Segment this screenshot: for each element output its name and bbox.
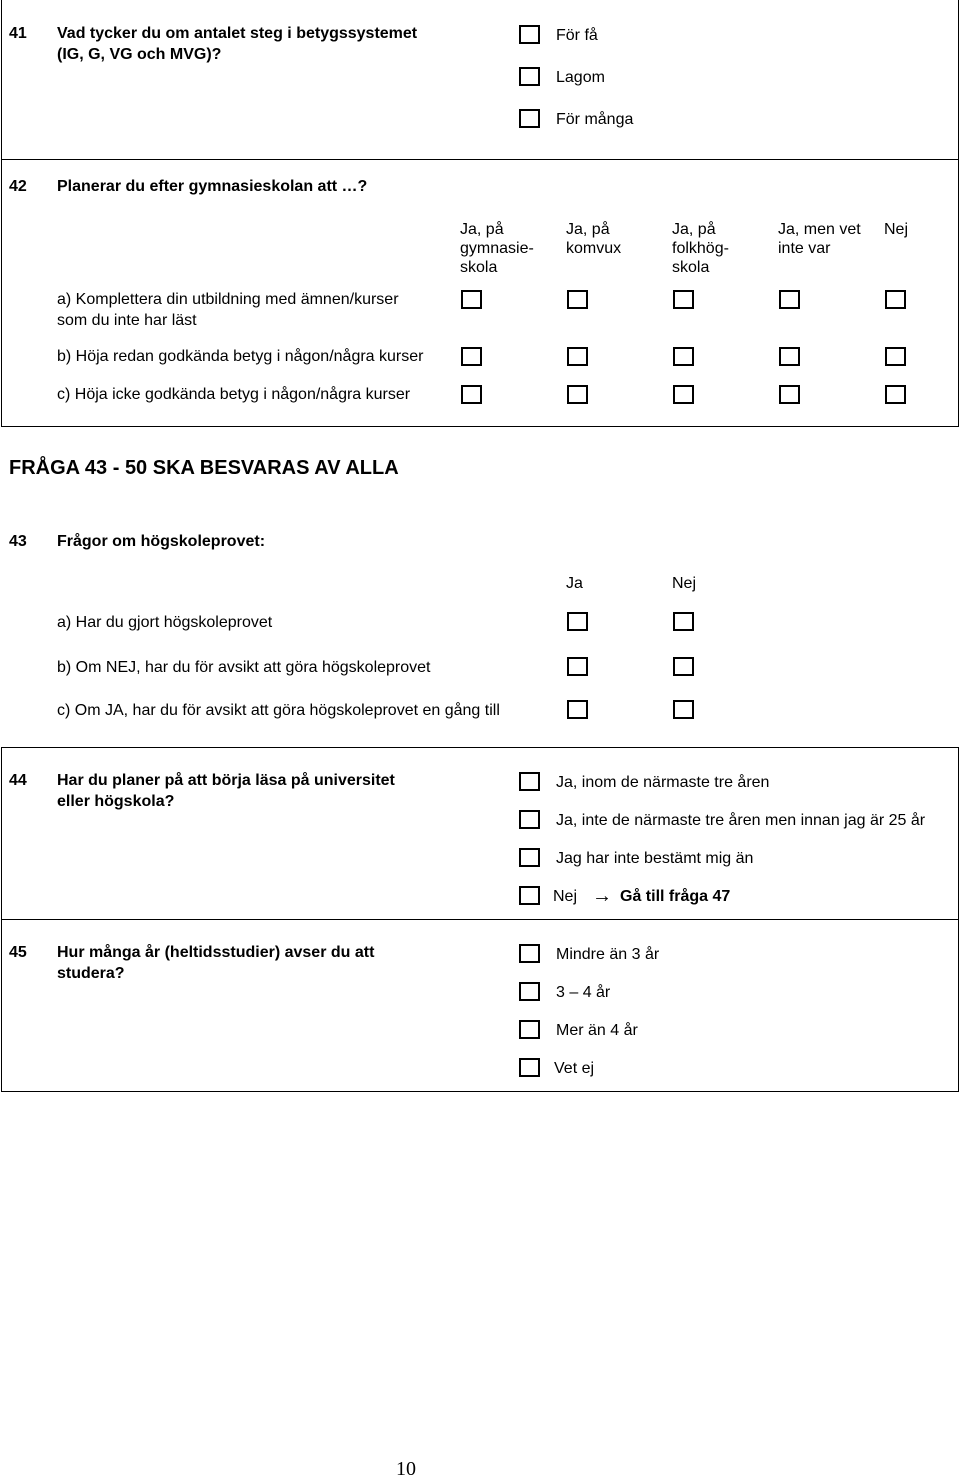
page-number: 10 <box>396 1458 416 1480</box>
q44-checkbox-inte-bestamt[interactable] <box>519 848 540 867</box>
q45-checkbox-vet-ej[interactable] <box>519 1058 540 1077</box>
q41-option-lagom: Lagom <box>556 69 605 86</box>
q42-column-nej: Nej <box>884 221 909 238</box>
q44-option-innan-25: Ja, inte de närmaste tre åren men innan jag är 25 år <box>556 812 926 829</box>
q42-column-folkhogskola: Ja, på folkhög- skola <box>672 221 729 276</box>
q42-column-ja-men-vet-inte-var: Ja, men vet inte var <box>778 221 861 257</box>
q44-option-inte-bestamt: Jag har inte bestämt mig än <box>556 850 754 867</box>
q42-a-checkbox-vet-inte-var[interactable] <box>779 290 800 309</box>
q44-number: 44 <box>9 772 27 789</box>
arrow-right-icon: → <box>592 885 612 907</box>
q41-number: 41 <box>9 25 27 42</box>
q43-row-a: a) Har du gjort högskoleprovet <box>57 614 273 631</box>
q42-row-a-line1: a) Komplettera din utbildning med ämnen/kurser <box>57 291 399 308</box>
q41-option-for-fa: För få <box>556 27 598 44</box>
q41-checkbox-for-manga[interactable] <box>519 109 540 128</box>
q43-row-c: c) Om JA, har du för avsikt att göra högskoleprovet en gång till <box>57 702 500 719</box>
q42-c-checkbox-folkhogskola[interactable] <box>673 385 694 404</box>
q41-checkbox-for-fa[interactable] <box>519 25 540 44</box>
q42-b-checkbox-gymnasieskola[interactable] <box>461 347 482 366</box>
q42-row-c: c) Höja icke godkända betyg i någon/några kurser <box>57 386 411 403</box>
q44-checkbox-inom-tre-ar[interactable] <box>519 772 540 791</box>
q42-c-checkbox-gymnasieskola[interactable] <box>461 385 482 404</box>
q43-a-checkbox-nej[interactable] <box>673 612 694 631</box>
section-heading: FRÅGA 43 - 50 SKA BESVARAS AV ALLA <box>9 457 399 479</box>
q43-c-checkbox-ja[interactable] <box>567 700 588 719</box>
q43-b-checkbox-nej[interactable] <box>673 657 694 676</box>
q42-row-a-line2: som du inte har läst <box>57 312 197 329</box>
q42-c-checkbox-komvux[interactable] <box>567 385 588 404</box>
q42-number: 42 <box>9 178 27 195</box>
q42-b-checkbox-vet-inte-var[interactable] <box>779 347 800 366</box>
q45-checkbox-3-4[interactable] <box>519 982 540 1001</box>
q42-a-checkbox-folkhogskola[interactable] <box>673 290 694 309</box>
q44-option-nej: Nej <box>553 888 578 905</box>
q45-number: 45 <box>9 944 27 961</box>
q42-column-gymnasieskola: Ja, på gymnasie- skola <box>460 221 534 276</box>
q42-b-checkbox-komvux[interactable] <box>567 347 588 366</box>
q42-c-checkbox-vet-inte-var[interactable] <box>779 385 800 404</box>
q42-c-checkbox-nej[interactable] <box>885 385 906 404</box>
q44-question-line1: Har du planer på att börja läsa på universitet <box>57 772 395 789</box>
q42-column-komvux: Ja, på komvux <box>566 221 622 257</box>
q41-checkbox-lagom[interactable] <box>519 67 540 86</box>
q43-c-checkbox-nej[interactable] <box>673 700 694 719</box>
q45-question-line2: studera? <box>57 965 125 982</box>
q41-question-line2: (IG, G, VG och MVG)? <box>57 46 222 63</box>
q45-option-mindre-an-3: Mindre än 3 år <box>556 946 660 963</box>
q43-a-checkbox-ja[interactable] <box>567 612 588 631</box>
q43-row-b: b) Om NEJ, har du för avsikt att göra högskoleprovet <box>57 659 431 676</box>
q41-question-line1: Vad tycker du om antalet steg i betygssystemet <box>57 25 418 42</box>
q42-row-b: b) Höja redan godkända betyg i någon/några kurser <box>57 348 424 365</box>
q45-checkbox-mer-an-4[interactable] <box>519 1020 540 1039</box>
q41-frame <box>1 0 959 160</box>
q43-question: Frågor om högskoleprovet: <box>57 533 266 550</box>
q43-b-checkbox-ja[interactable] <box>567 657 588 676</box>
q45-option-mer-an-4: Mer än 4 år <box>556 1022 638 1039</box>
q41-option-for-manga: För många <box>556 111 634 128</box>
q42-a-checkbox-gymnasieskola[interactable] <box>461 290 482 309</box>
q42-b-checkbox-nej[interactable] <box>885 347 906 366</box>
q44-checkbox-innan-25[interactable] <box>519 810 540 829</box>
q43-number: 43 <box>9 533 27 550</box>
q42-question: Planerar du efter gymnasieskolan att …? <box>57 178 368 195</box>
q43-column-ja: Ja <box>566 575 583 592</box>
q45-checkbox-mindre-an-3[interactable] <box>519 944 540 963</box>
q45-option-3-4: 3 – 4 år <box>556 984 611 1001</box>
q45-option-vet-ej: Vet ej <box>554 1060 595 1077</box>
q43-column-nej: Nej <box>672 575 697 592</box>
q44-option-inom-tre-ar: Ja, inom de närmaste tre åren <box>556 774 770 791</box>
q44-checkbox-nej[interactable] <box>519 886 540 905</box>
q45-question-line1: Hur många år (heltidsstudier) avser du att <box>57 944 375 961</box>
q44-question-line2: eller högskola? <box>57 793 175 810</box>
q42-a-checkbox-nej[interactable] <box>885 290 906 309</box>
q42-b-checkbox-folkhogskola[interactable] <box>673 347 694 366</box>
q42-a-checkbox-komvux[interactable] <box>567 290 588 309</box>
q44-skip-instruction: Gå till fråga 47 <box>620 888 731 905</box>
